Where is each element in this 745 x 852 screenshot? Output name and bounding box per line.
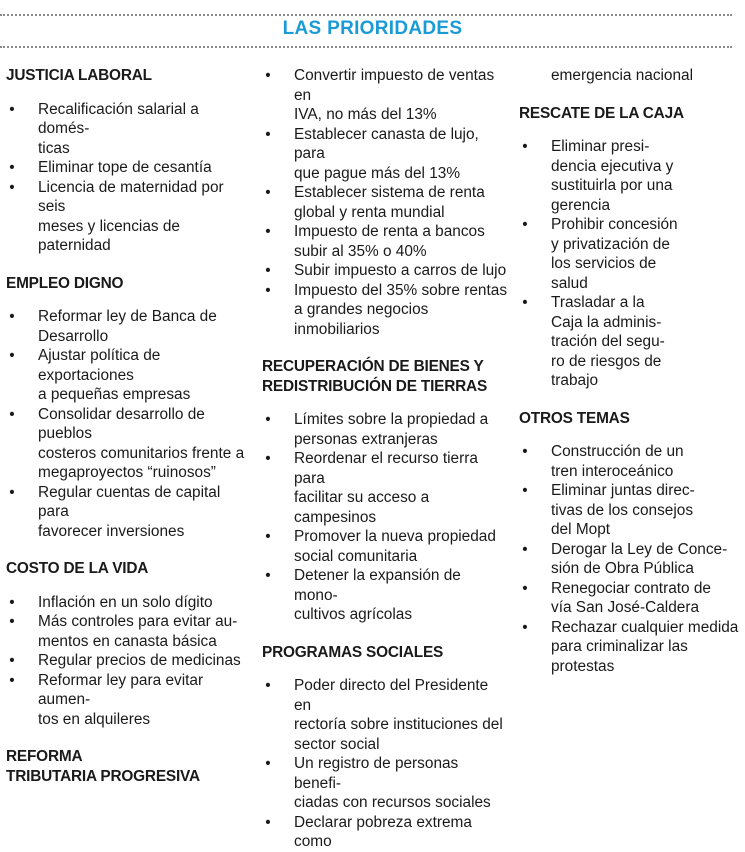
list-item: • Promover la nueva propiedad social comunitaria	[262, 527, 508, 566]
bullet-icon: •	[265, 223, 271, 240]
bullet-icon: •	[265, 567, 271, 584]
section-title-recuperacion-de-bienes: RECUPERACIÓN DE BIENES Y REDISTRIBUCIÓN DE TIERRAS	[262, 358, 488, 395]
list-item: • Reformar ley para evitar aumen- tos en alquileres	[6, 671, 252, 730]
spacer	[262, 339, 508, 357]
list-item: • Construcción de un tren interoceánico	[519, 442, 741, 481]
list-item: • Rechazar cualquier medida para criminalizar las protestas	[519, 618, 741, 677]
column-3	[519, 66, 741, 676]
list-item: • Eliminar juntas direc- tivas de los consejos del Mopt	[519, 481, 741, 540]
list-item: • Reordenar el recurso tierra para facilitar su acceso a campesinos	[262, 449, 508, 527]
list-item: • Reformar ley de Banca de Desarrollo	[6, 307, 252, 346]
column-1	[6, 66, 252, 800]
bullet-icon: •	[9, 347, 15, 364]
spacer	[262, 625, 508, 643]
list-item: • Establecer sistema de renta global y renta mundial	[262, 183, 508, 222]
bullet-icon: •	[522, 138, 528, 155]
section-title-justicia-laboral: JUSTICIA LABORAL	[6, 67, 152, 84]
bullet-icon: •	[265, 677, 271, 694]
bullet-icon: •	[9, 593, 15, 611]
list-item: • Poder directo del Presidente en rectoría sobre instituciones del sector social	[262, 676, 508, 754]
list-item: • Inflación en un solo dígito	[6, 593, 252, 613]
page-title: LAS PRIORIDADES	[282, 18, 463, 39]
list-item: • Regular cuentas de capital para favorecer inversiones	[6, 483, 252, 542]
section-title-reforma-tributaria: REFORMA TRIBUTARIA PROGRESIVA	[6, 748, 200, 785]
bullet-icon: •	[9, 483, 15, 501]
list-item: • Derogar la Ley de Conce- sión de Obra Pública	[519, 540, 741, 579]
list-costo-de-la-vida	[6, 593, 252, 730]
list-reforma-tributaria	[262, 66, 508, 339]
list-item: • Más controles para evitar au- mentos en canasta básica	[6, 612, 252, 651]
list-item: • Convertir impuesto de ventas en IVA, no más del 13%	[262, 66, 508, 125]
bullet-icon: •	[522, 482, 528, 499]
bullet-icon: •	[522, 579, 528, 597]
bullet-icon: •	[9, 308, 15, 325]
list-item: • Límites sobre la propiedad a personas extranjeras	[262, 410, 508, 449]
section-title-rescate-de-la-caja: RESCATE DE LA CAJA	[519, 104, 684, 122]
spacer	[6, 256, 252, 274]
list-otros-temas	[519, 442, 741, 676]
list-item: • Declarar pobreza extrema como	[262, 813, 508, 852]
bullet-icon: •	[9, 671, 15, 689]
bullet-icon: •	[265, 528, 271, 545]
bullet-icon: •	[522, 294, 528, 311]
list-item: • Renegociar contrato de vía San José-Caldera	[519, 579, 741, 618]
list-item: • Un registro de personas benefi- ciadas con recursos sociales	[262, 754, 508, 813]
list-item: • Regular precios de medicinas	[6, 651, 252, 671]
bullet-icon: •	[522, 443, 528, 460]
bullet-icon: •	[265, 262, 271, 279]
list-item: • Recalificación salarial a domés- ticas	[6, 100, 252, 159]
spacer	[6, 541, 252, 559]
bullet-icon: •	[265, 813, 271, 831]
bullet-icon: •	[522, 216, 528, 233]
list-item: • Detener la expansión de mono- cultivos agrícolas	[262, 566, 508, 625]
spacer	[6, 729, 252, 747]
bullet-icon: •	[9, 405, 15, 423]
bullet-icon: •	[9, 100, 15, 118]
dotted-rule-bottom	[0, 46, 732, 48]
bullet-icon: •	[265, 450, 271, 467]
spacer	[519, 86, 741, 104]
section-title-costo-de-la-vida: COSTO DE LA VIDA	[6, 560, 149, 577]
continued-text: emergencia nacional	[551, 67, 694, 84]
list-justicia-laboral	[6, 100, 252, 256]
list-empleo-digno	[6, 307, 252, 541]
section-title-empleo-digno: EMPLEO DIGNO	[6, 274, 124, 292]
list-item: • Ajustar política de exportaciones a pequeñas empresas	[6, 346, 252, 405]
spacer	[519, 391, 741, 409]
dotted-rule-top	[0, 14, 732, 16]
list-item: • Prohibir concesión y privatización de los servicios de salud	[519, 215, 741, 293]
bullet-icon: •	[522, 618, 528, 636]
list-item: • Eliminar tope de cesantía	[6, 158, 252, 178]
list-item: • Establecer canasta de lujo, para que pague más del 13%	[262, 125, 508, 184]
bullet-icon: •	[265, 411, 271, 428]
bullet-icon: •	[265, 184, 271, 201]
list-item: • Subir impuesto a carros de lujo	[262, 261, 508, 281]
list-recuperacion-de-bienes	[262, 410, 508, 625]
list-item: • Impuesto del 35% sobre rentas a grandes negocios inmobiliarios	[262, 281, 508, 340]
bullet-icon: •	[265, 125, 271, 143]
bullet-icon: •	[9, 613, 15, 630]
list-item: • Eliminar presi- dencia ejecutiva y sustituirla por una gerencia	[519, 137, 741, 215]
bullet-icon: •	[9, 178, 15, 196]
bullet-icon: •	[265, 755, 271, 772]
bullet-icon: •	[9, 159, 15, 176]
bullet-icon: •	[522, 540, 528, 558]
bullet-icon: •	[265, 281, 271, 299]
list-item: • Impuesto de renta a bancos subir al 35% o 40%	[262, 222, 508, 261]
list-item: • Trasladar a la Caja la adminis- tración del segu- ro de riesgos de trabajo	[519, 293, 741, 391]
section-title-otros-temas: OTROS TEMAS	[519, 409, 630, 427]
list-rescate-de-la-caja	[519, 137, 741, 391]
list-item: • Consolidar desarrollo de pueblos costeros comunitarios frente a megaproyectos “ruinosos”	[6, 405, 252, 483]
list-item: • Licencia de maternidad por seis meses y licencias de paternidad	[6, 178, 252, 256]
bullet-icon: •	[9, 652, 15, 669]
section-title-programas-sociales: PROGRAMAS SOCIALES	[262, 643, 444, 661]
column-2	[262, 66, 508, 852]
bullet-icon: •	[265, 67, 271, 84]
list-programas-sociales	[262, 676, 508, 852]
